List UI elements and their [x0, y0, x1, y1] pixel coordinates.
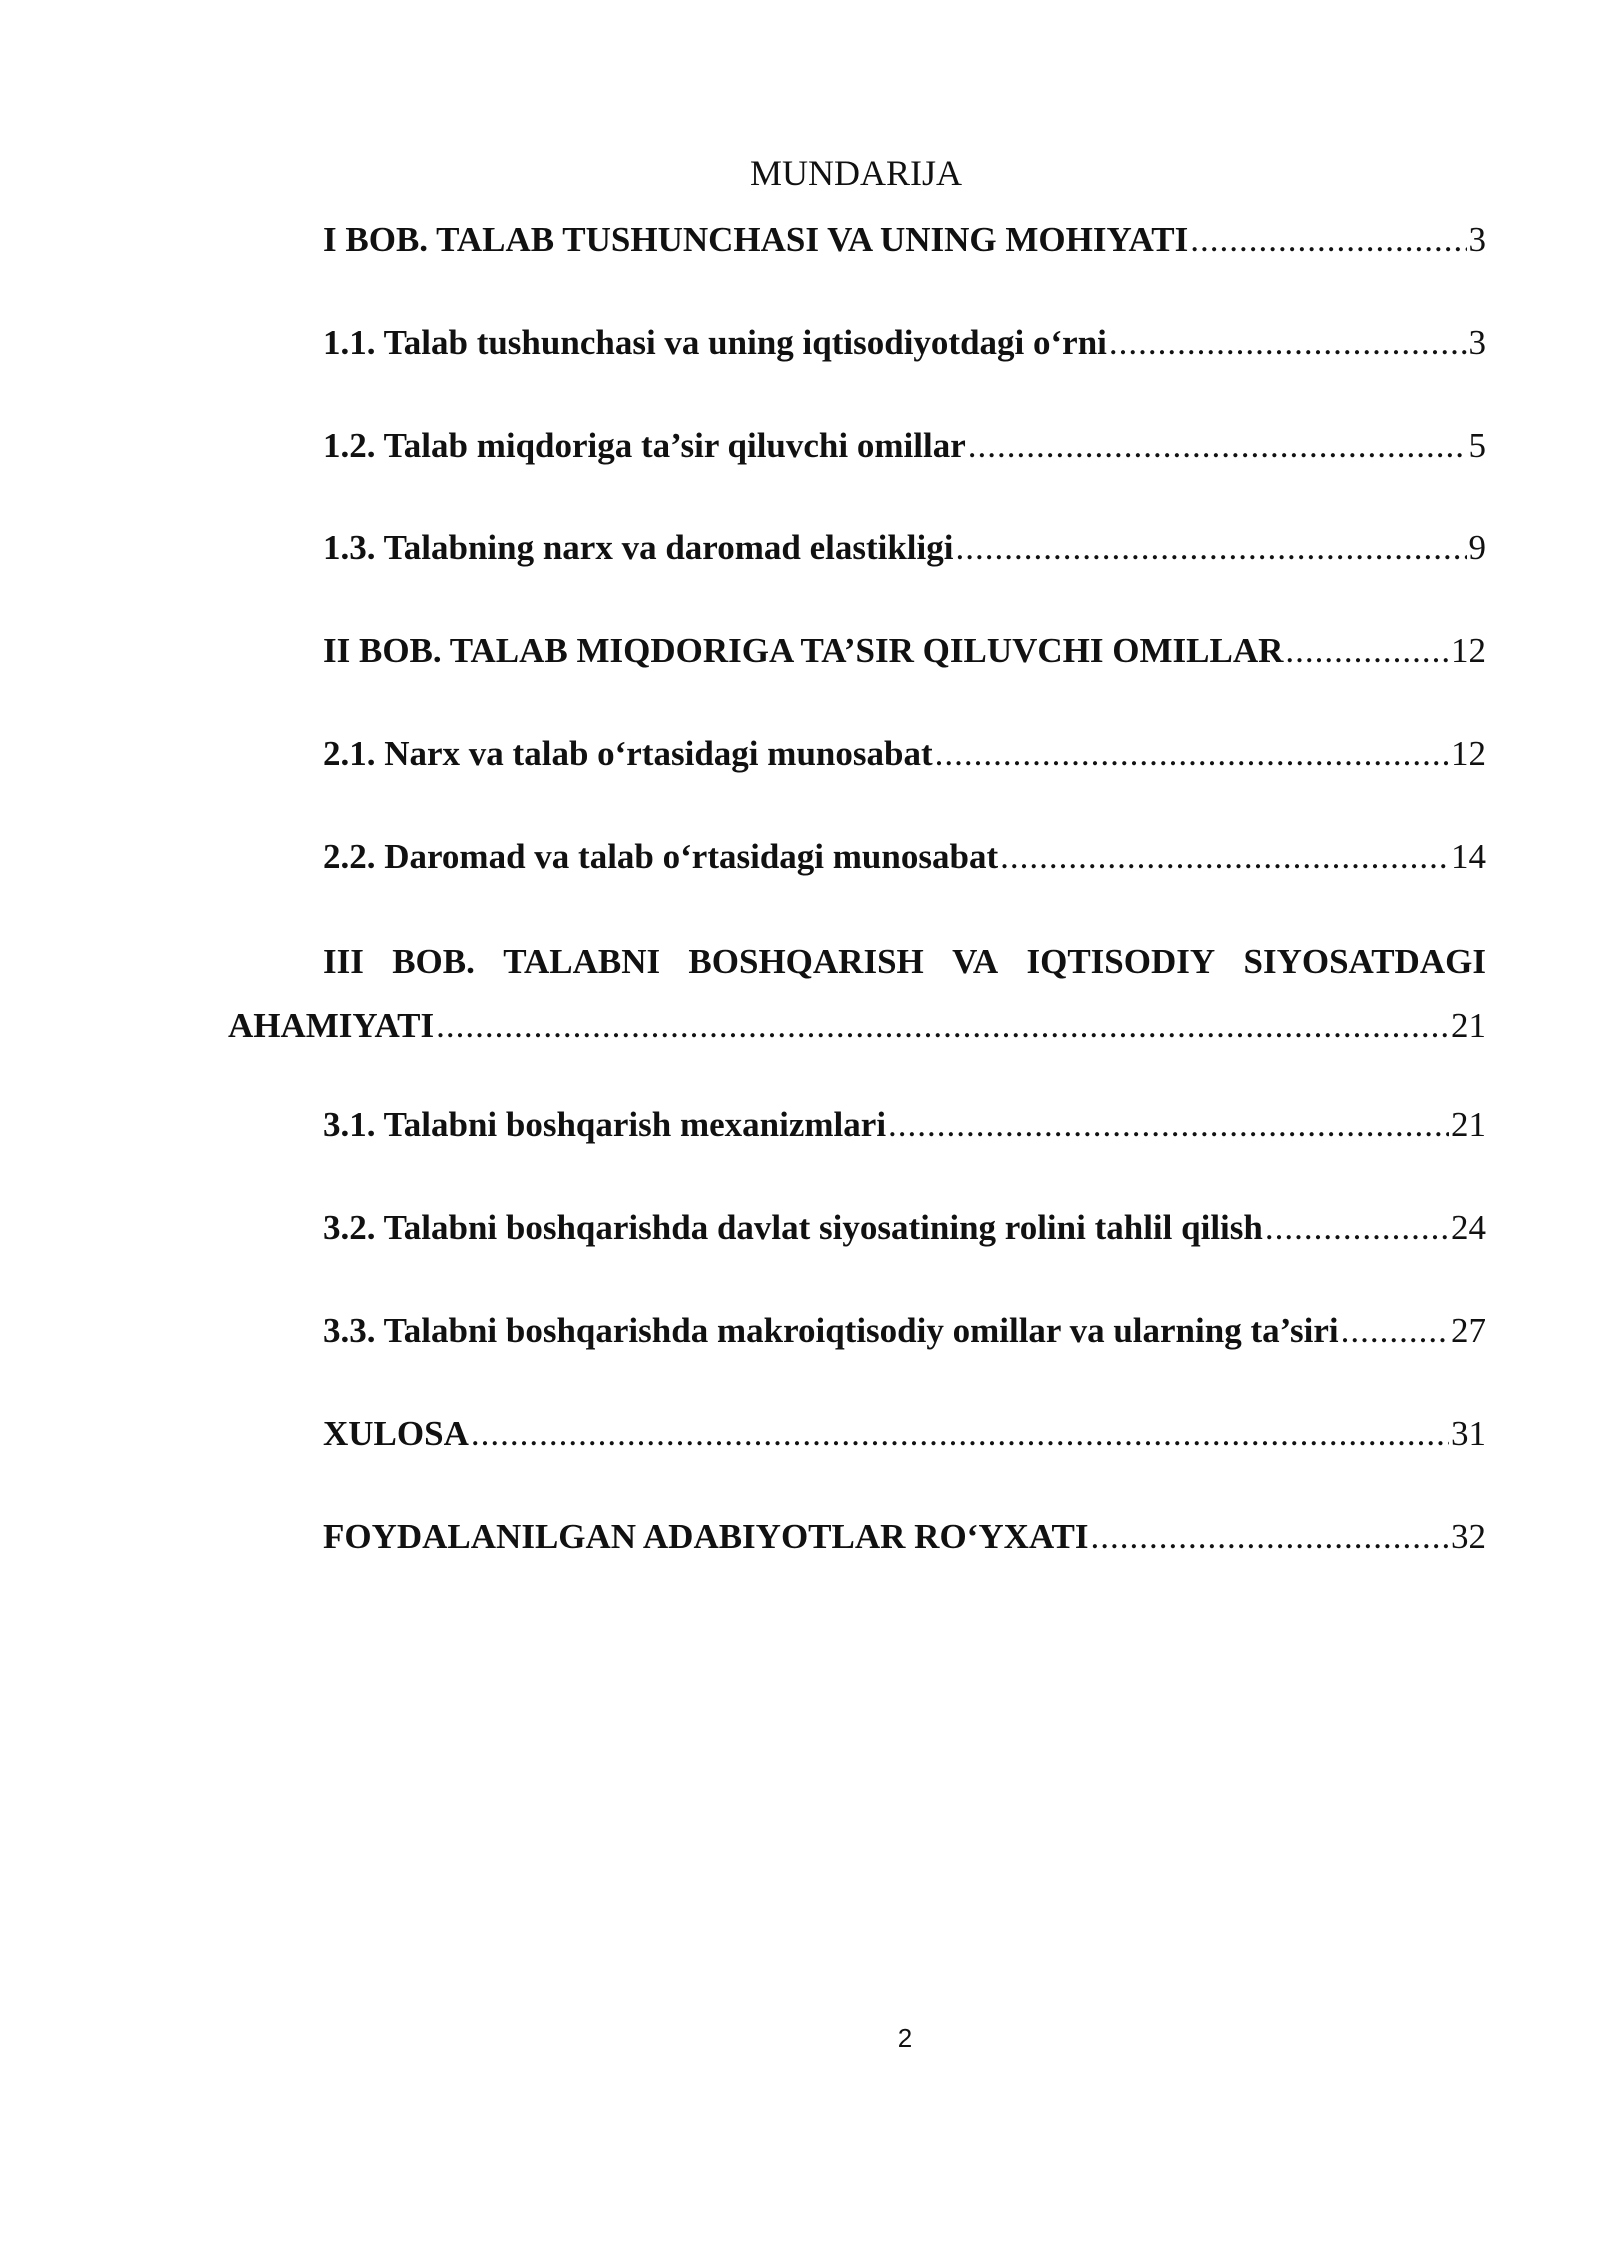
toc-entry-label: 1.2. Talab miqdoriga ta’sir qiluvchi omillar	[323, 426, 966, 465]
toc-entry-page: 31	[1451, 1414, 1486, 1453]
toc-entry-page: 3	[1468, 220, 1486, 259]
toc-entry-label: XULOSA	[323, 1414, 469, 1453]
dot-leader	[968, 421, 1467, 471]
toc-word: TALABNI	[503, 942, 661, 981]
dot-leader	[955, 523, 1466, 573]
dot-leader	[935, 729, 1449, 779]
dot-leader	[471, 1409, 1449, 1459]
toc-entry-section-2-2[interactable]	[323, 832, 1486, 882]
toc-entry-section-3-1[interactable]	[323, 1100, 1486, 1150]
dot-leader	[1000, 832, 1449, 882]
toc-entry-label-line1	[228, 930, 1486, 994]
toc-entry-chapter-3[interactable]	[228, 930, 1486, 1058]
dot-leader	[888, 1100, 1449, 1150]
toc-entry-label: 3.2. Talabni boshqarishda davlat siyosatining rolini tahlil qilish	[323, 1208, 1263, 1247]
toc-word: III	[323, 942, 364, 981]
toc-word: VA	[952, 942, 999, 981]
toc-entry-page: 14	[1451, 837, 1486, 876]
dot-leader	[1341, 1306, 1449, 1356]
toc-entry-page: 12	[1451, 734, 1486, 773]
dot-leader	[1265, 1203, 1449, 1253]
toc-entry-chapter-1[interactable]	[323, 215, 1486, 265]
toc-entry-chapter-2[interactable]	[323, 626, 1486, 676]
toc-word: BOSHQARISH	[688, 942, 924, 981]
toc-entry-page: 5	[1468, 426, 1486, 465]
toc-entry-page: 21	[1451, 1006, 1486, 1045]
toc-entry-page: 12	[1451, 631, 1486, 670]
toc-entry-page: 27	[1451, 1311, 1486, 1350]
toc-entry-page: 9	[1468, 528, 1486, 567]
toc-entry-section-1-1[interactable]	[323, 318, 1486, 368]
toc-word: SIYOSATDAGI	[1243, 942, 1486, 981]
toc-entry-page: 32	[1451, 1517, 1486, 1556]
toc-entry-section-3-2[interactable]	[323, 1203, 1486, 1253]
dot-leader	[1285, 626, 1449, 676]
toc-entry-page: 21	[1451, 1105, 1486, 1144]
page-number: 2	[897, 2023, 913, 2053]
toc-word: IQTISODIY	[1026, 942, 1216, 981]
toc-entry-section-2-1[interactable]	[323, 729, 1486, 779]
toc-entry-conclusion[interactable]	[323, 1409, 1486, 1459]
toc-entry-page: 24	[1451, 1208, 1486, 1247]
toc-title-text: MUNDARIJA	[749, 153, 962, 193]
toc-title	[0, 150, 1600, 196]
toc-entry-label: AHAMIYATI	[228, 1006, 435, 1045]
toc-entry-label-line2	[228, 994, 1486, 1058]
toc-entry-label: I BOB. TALAB TUSHUNCHASI VA UNING MOHIYATI	[323, 220, 1189, 259]
toc-entry-section-1-3[interactable]	[323, 523, 1486, 573]
dot-leader	[1091, 1512, 1449, 1562]
toc-entry-label: 1.1. Talab tushunchasi va uning iqtisodiyotdagi o‘rni	[323, 323, 1107, 362]
dot-leader	[1190, 215, 1466, 265]
toc-entry-section-3-3[interactable]	[323, 1306, 1486, 1356]
toc-word: BOB.	[392, 942, 475, 981]
toc-entry-label: 3.1. Talabni boshqarish mexanizmlari	[323, 1105, 887, 1144]
toc-entry-label: 2.2. Daromad va talab o‘rtasidagi munosabat	[323, 837, 999, 876]
dot-leader	[436, 994, 1449, 1058]
dot-leader	[1109, 318, 1467, 368]
toc-entry-section-1-2[interactable]	[323, 421, 1486, 471]
toc-entry-label: 3.3. Talabni boshqarishda makroiqtisodiy omillar va ularning ta’siri	[323, 1311, 1339, 1350]
toc-entry-label: FOYDALANILGAN ADABIYOTLAR RO‘YXATI	[323, 1517, 1089, 1556]
toc-entry-page: 3	[1468, 323, 1486, 362]
toc-entry-label: 2.1. Narx va talab o‘rtasidagi munosabat	[323, 734, 933, 773]
toc-entry-references[interactable]	[323, 1512, 1486, 1562]
toc-entry-label: II BOB. TALAB MIQDORIGA TA’SIR QILUVCHI OMILLAR	[323, 631, 1284, 670]
toc-entry-label: 1.3. Talabning narx va daromad elastikligi	[323, 528, 954, 567]
